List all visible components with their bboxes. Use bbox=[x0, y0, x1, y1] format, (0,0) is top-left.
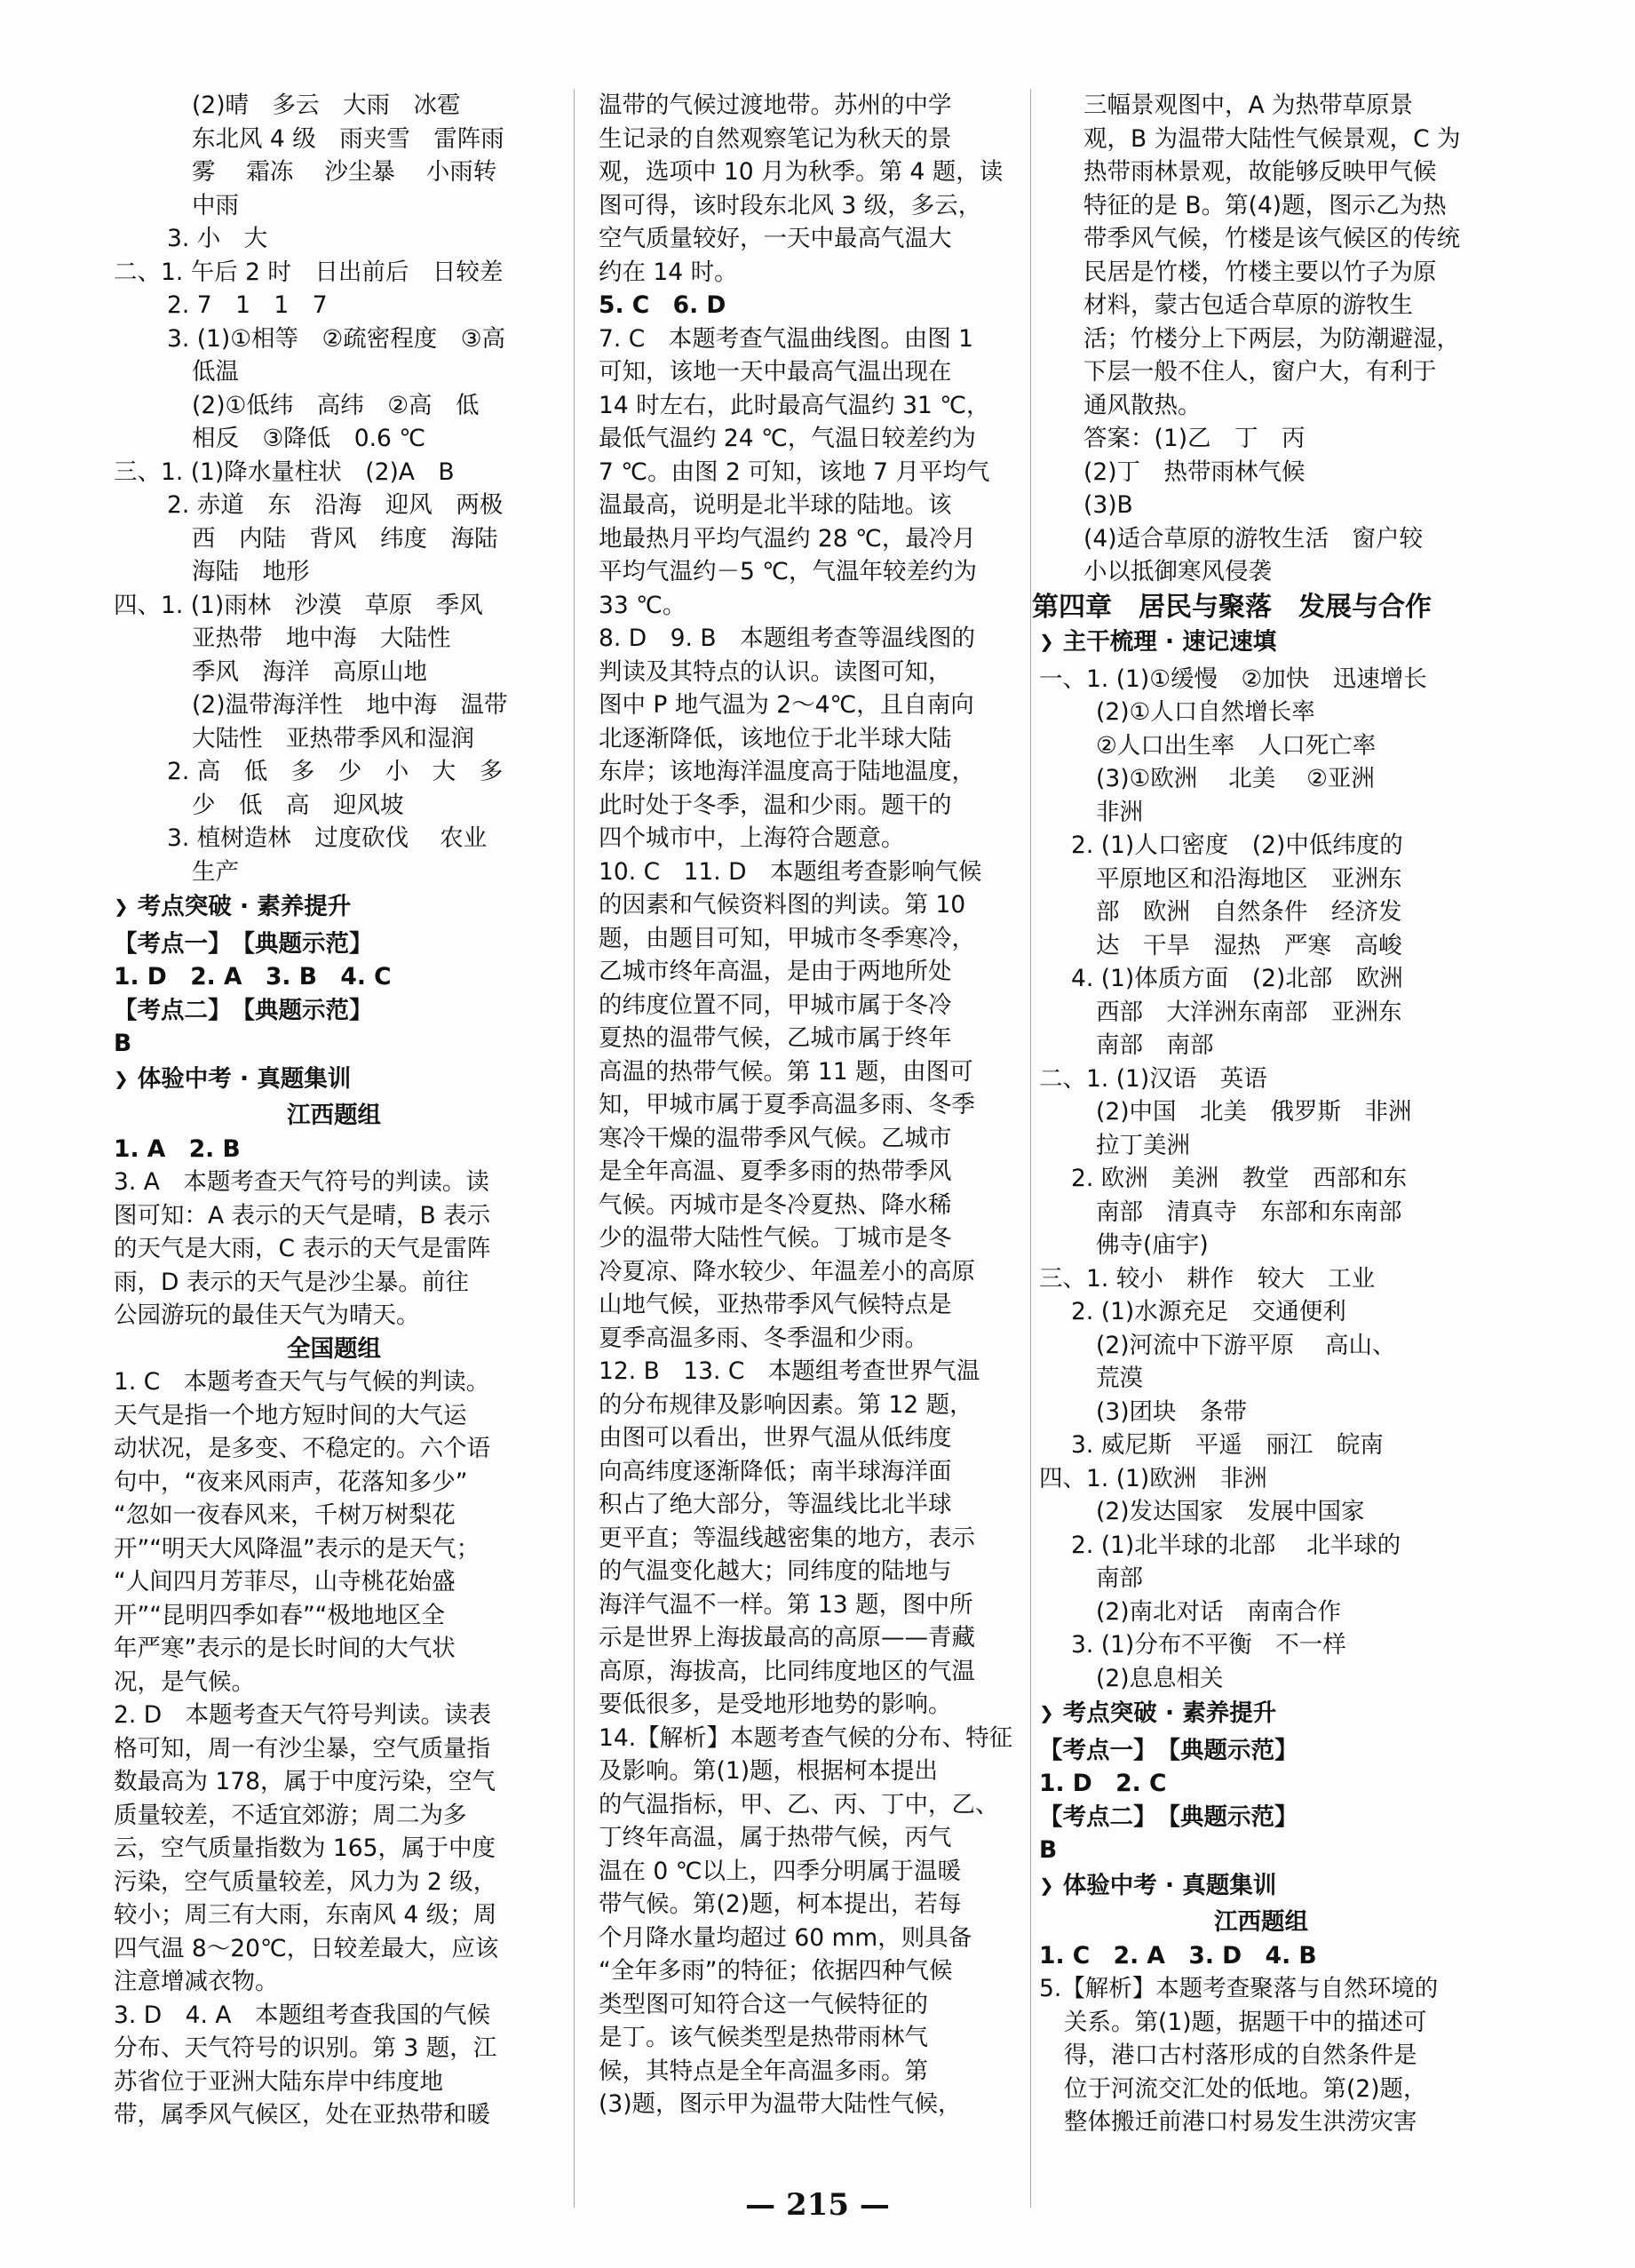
text-line: 北逐渐降低，该地位于北半球大陆 bbox=[599, 724, 952, 752]
text-line: 带季风气候，竹楼是该气候区的传统 bbox=[1083, 225, 1460, 252]
text-line: (2)河流中下游平原 高山、 bbox=[1096, 1331, 1396, 1359]
text-line: 寒冷干燥的温带季风气候。乙城市 bbox=[599, 1124, 952, 1152]
text-line: 云，空气质量指数为 165，属于中度 bbox=[114, 1834, 496, 1862]
section-header: ❯ 主干梳理 · 速记速填 bbox=[1039, 625, 1483, 661]
text-line: 民居是竹楼，竹楼主要以竹子为原 bbox=[1083, 258, 1437, 286]
text-line: (2)晴 多云 大雨 冰雹 bbox=[192, 92, 461, 119]
text-line: 年严寒”表示的是长时间的大气状 bbox=[114, 1635, 456, 1662]
text-line: B bbox=[114, 1030, 132, 1057]
text-line: 观，选项中 10 月为秋季。第 4 题，读 bbox=[599, 158, 1004, 186]
text-line: 材料，蒙古包适合草原的游牧生 bbox=[1083, 291, 1413, 319]
text-line: (4)适合草原的游牧生活 窗户较 bbox=[1083, 524, 1424, 553]
text-line: 答案：(1)乙 丁 丙 bbox=[1083, 425, 1306, 452]
text-line: 西 内陆 背风 纬度 海陆 bbox=[192, 524, 498, 553]
text-line: 佛寺(庙宇) bbox=[1096, 1231, 1209, 1259]
text-line: 2. (1)水源充足 交通便利 bbox=[1071, 1298, 1346, 1325]
text-line: (3)题，图示甲为温带大陆性气候， bbox=[599, 2090, 962, 2118]
text-line: 1. D 2. A 3. B 4. C bbox=[114, 963, 392, 991]
text-line: 12. B 13. C 本题组考查世界气温 bbox=[599, 1357, 980, 1385]
text-line: 活；竹楼分上下两层，为防潮避湿， bbox=[1083, 324, 1460, 353]
text-line: (2)中国 北美 俄罗斯 非洲 bbox=[1096, 1098, 1412, 1126]
text-line: 类型图可知符合这一气候特征的 bbox=[599, 1990, 928, 2018]
text-line: 3. A 本题考查天气符号的判读。读 bbox=[114, 1168, 489, 1196]
text-line: 5.【解析】本题考查聚落与自然环境的 bbox=[1039, 1975, 1439, 2002]
text-line: 7 ℃。由图 2 可知，该地 7 月平均气 bbox=[599, 458, 990, 486]
text-line: 向高纬度逐渐降低；南半球海洋面 bbox=[599, 1457, 952, 1485]
text-line: 2. 赤道 东 沿海 迎风 两极 bbox=[167, 491, 504, 519]
text-line: 三、1. (1)降水量柱状 (2)A B bbox=[114, 458, 455, 486]
text-line: 下层一般不住人，窗户大，有利于 bbox=[1083, 358, 1437, 386]
text-line: 1. C 本题考查天气与气候的判读。 bbox=[114, 1368, 490, 1396]
text-line: 的纬度位置不同，甲城市属于冬冷 bbox=[599, 991, 952, 1019]
text-line: 14.【解析】本题考查气候的分布、特征 bbox=[599, 1723, 1013, 1752]
text-line: 冷夏凉、降水较少、年温差小的高原 bbox=[599, 1257, 975, 1285]
section-header: ❯ 考点突破 · 素养提升 bbox=[1039, 1697, 1483, 1732]
text-line: 雾 霜冻 沙尘暴 小雨转 bbox=[192, 158, 497, 186]
text-line: 2. 高 低 多 少 小 大 多 bbox=[167, 758, 504, 785]
text-line: 最低气温约 24 ℃，气温日较差约为 bbox=[599, 425, 976, 452]
text-line: 少 低 高 迎风坡 bbox=[192, 791, 404, 819]
text-line: 【考点二】 【典题示范】 bbox=[1039, 1802, 1298, 1831]
text-line: 南部 南部 bbox=[1096, 1031, 1214, 1059]
text-line: 关系。第(1)题，据题干中的描述可 bbox=[1064, 2008, 1427, 2036]
text-line: 题，由题目可知，甲城市冬季寒冷， bbox=[599, 924, 975, 952]
column-middle bbox=[599, 89, 1043, 2121]
text-line: 此时处于冬季，温和少雨。题干的 bbox=[599, 791, 952, 819]
page-number: — 215 — bbox=[745, 2187, 890, 2223]
text-line: 是全年高温、夏季多雨的热带季风 bbox=[599, 1158, 952, 1185]
text-line: 地最热月平均气温约 28 ℃，最冷月 bbox=[599, 524, 976, 553]
text-line: 高原，海拔高，比同纬度地区的气温 bbox=[599, 1657, 975, 1685]
section-header: ❯ 体验中考 · 真题集训 bbox=[114, 1062, 554, 1098]
text-line: 图可知：A 表示的天气是晴，B 表示 bbox=[114, 1201, 491, 1229]
text-line: 特征的是 B。第(4)题，图示乙为热 bbox=[1083, 191, 1447, 219]
text-line: 图可得，该时段东北风 3 级，多云， bbox=[599, 191, 982, 219]
text-line: 2. 欧洲 美洲 教堂 西部和东 bbox=[1071, 1165, 1408, 1192]
text-line: 的天气是大雨，C 表示的天气是雷阵 bbox=[114, 1235, 491, 1262]
text-line: 判读及其特点的认识。读图可知， bbox=[599, 657, 952, 686]
text-line: 四、1. (1)雨林 沙漠 草原 季风 bbox=[114, 591, 483, 619]
text-line: 图中 P 地气温为 2～4℃，且自南向 bbox=[599, 691, 974, 719]
text-line: 分布、天气符号的识别。第 3 题，江 bbox=[114, 2034, 497, 2062]
text-line: 10. C 11. D 本题组考查影响气候 bbox=[599, 857, 982, 886]
text-line: 三幅景观图中，A 为热带草原景 bbox=[1083, 92, 1414, 119]
text-line: 1. C 2. A 3. D 4. B bbox=[1039, 1941, 1317, 1970]
group-title: 全国题组 bbox=[287, 1334, 381, 1363]
text-line: 由图可以看出，世界气温从低纬度 bbox=[599, 1424, 952, 1452]
text-line: 个月降水量均超过 60 mm，则具备 bbox=[599, 1923, 972, 1952]
column-divider bbox=[574, 89, 575, 2208]
text-line: 夏季高温多雨、冬季温和少雨。 bbox=[599, 1324, 928, 1352]
text-line: 2. (1)人口密度 (2)中低纬度的 bbox=[1071, 832, 1403, 859]
chapter-title: 第四章 居民与聚落 发展与合作 bbox=[1032, 591, 1432, 623]
text-line: 温在 0 ℃以上，四季分明属于温暖 bbox=[599, 1857, 961, 1885]
text-line: 14 时左右，此时最高气温约 31 ℃， bbox=[599, 391, 990, 419]
text-line: “忽如一夜春风来，千树万树梨花 bbox=[114, 1501, 456, 1529]
text-line: 8. D 9. B 本题组考查等温线图的 bbox=[599, 625, 975, 652]
text-line: 少的温带大陆性气候。丁城市是冬 bbox=[599, 1224, 952, 1252]
text-line: 要低很多，是受地形地势的影响。 bbox=[599, 1691, 952, 1718]
section-header: ❯ 考点突破 · 素养提升 bbox=[114, 890, 554, 926]
text-line: 平原地区和沿海地区 亚洲东 bbox=[1096, 864, 1402, 893]
text-line: 【考点一】 【典题示范】 bbox=[1039, 1736, 1298, 1764]
text-line: 3. (1)①相等 ②疏密程度 ③高 bbox=[167, 324, 506, 353]
text-line: 2. (1)北半球的北部 北半球的 bbox=[1071, 1531, 1401, 1559]
text-line: 1. A 2. B bbox=[114, 1134, 241, 1163]
text-line: 天气是指一个地方短时间的大气运 bbox=[114, 1401, 467, 1429]
text-line: 及影响。第(1)题，根据柯本提出 bbox=[599, 1757, 939, 1785]
text-line: 低温 bbox=[192, 358, 239, 386]
text-line: 4. (1)体质方面 (2)北部 欧洲 bbox=[1071, 965, 1403, 992]
text-line: 部 欧洲 自然条件 经济发 bbox=[1096, 898, 1402, 926]
text-line: 是丁。该气候类型是热带雨林气 bbox=[599, 2024, 928, 2051]
text-line: 开”“明天大风降温”表示的是天气； bbox=[114, 1534, 480, 1563]
text-line: 公园游玩的最佳天气为晴天。 bbox=[114, 1301, 420, 1329]
text-line: 非洲 bbox=[1096, 798, 1143, 826]
text-line: 更平直；等温线越密集的地方，表示 bbox=[599, 1524, 975, 1552]
text-line: 亚热带 地中海 大陆性 bbox=[192, 625, 451, 652]
text-line: 3. D 4. A 本题组考查我国的气候 bbox=[114, 2001, 490, 2029]
text-line: (2)①人口自然增长率 bbox=[1096, 698, 1315, 726]
text-line: B bbox=[1039, 1836, 1058, 1864]
text-line: (2)发达国家 发展中国家 bbox=[1096, 1498, 1365, 1525]
text-line: 空气质量较好，一天中最高气温大 bbox=[599, 225, 952, 252]
text-line: 南部 清真寺 东部和东南部 bbox=[1096, 1198, 1402, 1226]
column-divider bbox=[1030, 89, 1031, 2208]
text-line: 【考点二】 【典题示范】 bbox=[114, 996, 373, 1024]
text-line: 温带的气候过渡地带。苏州的中学 bbox=[599, 92, 952, 119]
text-line: 山地气候，亚热带季风气候特点是 bbox=[599, 1291, 952, 1318]
text-line: (3)B bbox=[1083, 491, 1133, 519]
text-line: 3. (1)分布不平衡 不一样 bbox=[1071, 1631, 1346, 1659]
text-line: 小以抵御寒风侵袭 bbox=[1083, 558, 1272, 585]
text-line: 候，其特点是全年高温多雨。第 bbox=[599, 2057, 928, 2085]
text-line: 海洋气温不一样。第 13 题，图中所 bbox=[599, 1590, 973, 1619]
text-line: 2. 7 1 1 7 bbox=[167, 291, 328, 319]
text-line: 约在 14 时。 bbox=[599, 258, 738, 286]
text-line: “人间四月芳菲尽，山寺桃花始盛 bbox=[114, 1568, 456, 1596]
text-line: 得，港口古村落形成的自然条件是 bbox=[1064, 2041, 1417, 2069]
column-left bbox=[114, 89, 554, 2132]
text-line: 数最高为 178，属于中度污染，空气 bbox=[114, 1768, 496, 1795]
text-line: 雨，D 表示的天气是沙尘暴。前往 bbox=[114, 1268, 469, 1296]
text-line: 可知，该地一天中最高气温出现在 bbox=[599, 358, 952, 386]
text-line: 西部 大洋洲东南部 亚洲东 bbox=[1096, 998, 1402, 1026]
text-line: (3)团块 条带 bbox=[1096, 1397, 1248, 1426]
text-line: 带气候。第(2)题，柯本提出，若每 bbox=[599, 1890, 962, 1918]
text-line: 开”“昆明四季如春”“极地地区全 bbox=[114, 1601, 445, 1629]
text-line: 的分布规律及影响因素。第 12 题， bbox=[599, 1390, 973, 1419]
text-line: 2. D 本题考查天气符号判读。读表 bbox=[114, 1701, 492, 1729]
text-line: 通风散热。 bbox=[1083, 391, 1202, 419]
text-line: 的气温指标，甲、乙、丙、丁中，乙、 bbox=[599, 1790, 999, 1818]
text-line: 注意增减衣物。 bbox=[114, 1968, 279, 1995]
text-line: 东岸；该地海洋温度高于陆地温度， bbox=[599, 758, 975, 785]
text-line: (2)温带海洋性 地中海 温带 bbox=[192, 691, 508, 719]
text-line: 二、1. (1)汉语 英语 bbox=[1039, 1064, 1267, 1093]
text-line: 三、1. 较小 耕作 较大 工业 bbox=[1039, 1264, 1376, 1293]
text-line: 气候。丙城市是冬冷夏热、降水稀 bbox=[599, 1190, 952, 1219]
text-line: 荒漠 bbox=[1096, 1365, 1143, 1392]
text-line: “全年多雨”的特征；依据四种气候 bbox=[599, 1957, 953, 1985]
text-line: (2)南北对话 南南合作 bbox=[1096, 1597, 1342, 1626]
text-line: 带，属季风气候区，处在亚热带和暖 bbox=[114, 2101, 490, 2129]
text-line: (2)丁 热带雨林气候 bbox=[1083, 458, 1306, 486]
group-title: 江西题组 bbox=[1214, 1908, 1308, 1936]
text-line: 热带雨林景观，故能够反映甲气候 bbox=[1083, 158, 1437, 186]
text-line: 东北风 4 级 雨夹雪 雷阵雨 bbox=[192, 124, 504, 153]
text-line: 四气温 8～20℃，日较差最大，应该 bbox=[114, 1934, 499, 1962]
text-line: (2)息息相关 bbox=[1096, 1664, 1224, 1692]
text-line: 大陆性 亚热带季风和湿润 bbox=[192, 724, 474, 752]
text-line: 二、1. 午后 2 时 日出前后 日较差 bbox=[114, 258, 504, 286]
text-line: 动状况，是多变、不稳定的。六个语 bbox=[114, 1435, 490, 1462]
text-line: 乙城市终年高温，是由于两地所处 bbox=[599, 958, 952, 985]
group-title: 江西题组 bbox=[287, 1102, 381, 1129]
text-line: 四个城市中，上海符合题意。 bbox=[599, 824, 905, 852]
text-line: 3. 威尼斯 平遥 丽江 皖南 bbox=[1071, 1431, 1384, 1459]
text-line: 平均气温约－5 ℃，气温年较差约为 bbox=[599, 558, 978, 585]
text-line: 生记录的自然观察笔记为秋天的景 bbox=[599, 124, 952, 153]
section-header: ❯ 体验中考 · 真题集训 bbox=[1039, 1869, 1483, 1905]
text-line: 位于河流交汇处的低地。第(2)题， bbox=[1064, 2074, 1427, 2103]
text-line: 苏省位于亚洲大陆东岸中纬度地 bbox=[114, 2067, 443, 2096]
text-line: 季风 海洋 高原山地 bbox=[192, 657, 427, 686]
text-line: 四、1. (1)欧洲 非洲 bbox=[1039, 1464, 1267, 1492]
text-line: (2)①低纬 高纬 ②高 低 bbox=[192, 391, 480, 419]
text-line: 的气温变化越大；同纬度的陆地与 bbox=[599, 1557, 952, 1585]
text-line: 知，甲城市属于夏季高温多雨、冬季 bbox=[599, 1091, 975, 1118]
text-line: 3. 植树造林 过度砍伐 农业 bbox=[167, 824, 488, 852]
text-line: 1. D 2. C bbox=[1039, 1770, 1167, 1797]
text-line: 句中，“夜来风雨声，花落知多少” bbox=[114, 1468, 468, 1496]
text-line: 高温的热带气候。第 11 题，由图可 bbox=[599, 1057, 973, 1086]
text-line: 拉丁美洲 bbox=[1096, 1131, 1190, 1159]
text-line: 生产 bbox=[192, 857, 239, 886]
text-line: 夏热的温带气候，乙城市属于终年 bbox=[599, 1024, 952, 1052]
text-line: 33 ℃。 bbox=[599, 591, 687, 619]
text-line: 格可知，周一有沙尘暴，空气质量指 bbox=[114, 1734, 490, 1763]
text-line: 质量较差，不适宜郊游；周二为多 bbox=[114, 1801, 467, 1829]
text-line: 相反 ③降低 0.6 ℃ bbox=[192, 425, 426, 452]
text-line: 示是世界上海拔最高的高原——青藏 bbox=[599, 1624, 975, 1651]
text-line: 海陆 地形 bbox=[192, 558, 310, 585]
text-line: 3. 小 大 bbox=[167, 225, 268, 252]
text-line: (3)①欧洲 北美 ②亚洲 bbox=[1096, 765, 1375, 792]
text-line: 南部 bbox=[1096, 1564, 1143, 1592]
text-line: ②人口出生率 人口死亡率 bbox=[1096, 731, 1377, 760]
column-right bbox=[1032, 89, 1483, 2139]
text-line: 的因素和气候资料图的判读。第 10 bbox=[599, 891, 966, 919]
text-line: 5. C 6. D bbox=[599, 291, 726, 319]
text-line: 丁终年高温，属于热带气候，丙气 bbox=[599, 1824, 952, 1851]
text-line: 7. C 本题考查气温曲线图。由图 1 bbox=[599, 324, 973, 353]
text-line: 较小；周三有大雨，东南风 4 级；周 bbox=[114, 1901, 497, 1929]
text-line: 整体搬迁前港口村易发生洪涝灾害 bbox=[1064, 2108, 1417, 2136]
text-line: 积占了绝大部分，等温线比北半球 bbox=[599, 1491, 952, 1518]
text-line: 观，B 为温带大陆性气候景观，C 为 bbox=[1083, 124, 1461, 153]
text-line: 污染，空气质量较差，风力为 2 级， bbox=[114, 1867, 497, 1896]
text-line: 温最高，说明是北半球的陆地。该 bbox=[599, 491, 952, 519]
text-line: 一、1. (1)①缓慢 ②加快 迅速增长 bbox=[1039, 664, 1427, 693]
text-line: 达 干旱 湿热 严寒 高峻 bbox=[1096, 931, 1402, 959]
text-line: 况，是气候。 bbox=[114, 1667, 255, 1696]
text-line: 【考点一】 【典题示范】 bbox=[114, 929, 373, 958]
text-line: 中雨 bbox=[192, 191, 239, 219]
